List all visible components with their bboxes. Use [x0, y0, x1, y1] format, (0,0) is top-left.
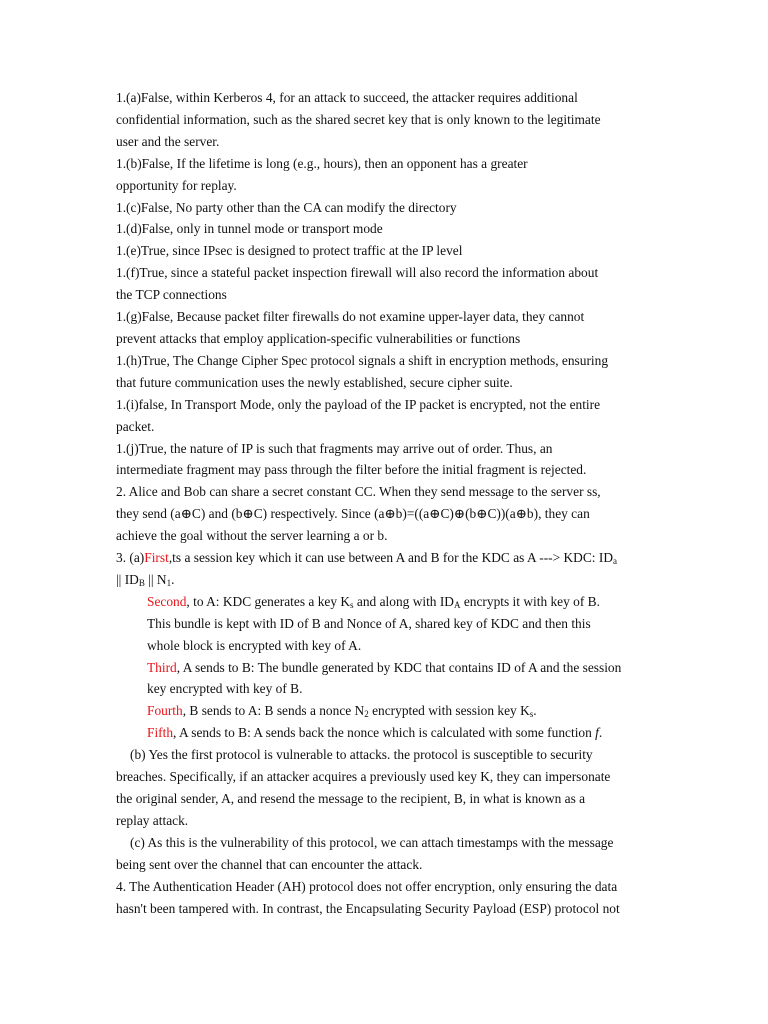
answer-2-line-2: they send (a⊕C) and (b⊕C) respectively. Since (a⊕b)=((a⊕C)⊕(b⊕C))(a⊕b), they can — [116, 506, 590, 522]
subscript-1: 1 — [166, 577, 172, 588]
answer-2-line-3: achieve the goal without the server learning a or b. — [116, 528, 388, 544]
answer-3c-line-2: being sent over the channel that can encounter the attack. — [116, 856, 423, 872]
answer-1h-line-2: that future communication uses the newly established, secure cipher suite. — [116, 374, 513, 390]
step-fourth-text-b: encrypted with session key K — [368, 703, 530, 719]
step-fifth-end: . — [598, 725, 603, 741]
step-second-text-c: encrypts it with key of B. — [460, 593, 600, 609]
answer-1d: 1.(d)False, only in tunnel mode or transport mode — [116, 221, 383, 237]
answer-4-line-1: 4. The Authentication Header (AH) protocol does not offer encryption, only ensuring the data — [116, 878, 618, 894]
answer-3b-line-2: breaches. Specifically, if an attacker acquires a previously used key K, they can impersonate — [116, 769, 611, 785]
answer-3a-prefix: 3. (a) — [116, 550, 145, 566]
step-first-text-2c: . — [171, 571, 175, 587]
answer-1a-line-3: user and the server. — [116, 133, 220, 149]
subscript-2: 2 — [364, 709, 369, 720]
answer-4-line-2: hasn't been tampered with. In contrast, the Encapsulating Security Payload (ESP) protocol not — [116, 900, 620, 916]
step-first-text: ,ts a session key which it can use between A and B for the KDC as A ---> KDC: ID — [168, 550, 613, 566]
step-fourth-label: Fourth — [147, 703, 183, 719]
step-second-text-a: , to A: KDC generates a key K — [186, 593, 351, 609]
step-first-text-2a: || ID — [116, 571, 139, 587]
answer-1b-line-2: opportunity for replay. — [116, 177, 237, 193]
answer-1f-line-2: the TCP connections — [116, 287, 227, 303]
answer-1e: 1.(e)True, since IPsec is designed to protect traffic at the IP level — [116, 243, 463, 259]
answer-3b-line-1: (b) Yes the first protocol is vulnerable to attacks. the protocol is susceptible to security — [130, 747, 593, 763]
answer-3a-first-line-1 — [116, 547, 656, 569]
subscript-s-2: s — [529, 709, 534, 720]
answer-1a-line-1: 1.(a)False, within Kerberos 4, for an attack to succeed, the attacker requires additional — [116, 90, 578, 105]
step-third-label: Third — [147, 659, 177, 675]
answer-3a-third-line-2: key encrypted with key of B. — [147, 681, 303, 697]
answer-3c-line-1: (c) As this is the vulnerability of this protocol, we can attach timestamps with the message — [130, 834, 614, 850]
answer-3b-line-3: the original sender, A, and resend the message to the recipient, B, in what is known as a — [116, 791, 586, 806]
answer-3a-fourth — [116, 700, 656, 722]
subscript-b: B — [138, 577, 145, 588]
answer-3a-fifth — [116, 722, 656, 744]
answer-1b-line-1: 1.(b)False, If the lifetime is long (e.g., hours), then an opponent has a greater — [116, 155, 528, 171]
subscript-s: s — [350, 599, 354, 610]
answer-1g-line-2: prevent attacks that employ application-specific vulnerabilities or functions — [116, 330, 521, 346]
step-first-text-2b: || N — [144, 571, 167, 587]
step-second-label: Second — [147, 593, 187, 609]
function-f: f — [595, 725, 599, 741]
answer-1g-line-1: 1.(g)False, Because packet filter firewalls do not examine upper-layer data, they cannot — [116, 309, 585, 325]
answer-1a-line-2: confidential information, such as the shared secret key that is only known to the legitimate — [116, 111, 601, 127]
answer-1i-line-2: packet. — [116, 418, 155, 434]
subscript-a: a — [613, 556, 617, 567]
step-fourth-text-a: , B sends to A: B sends a nonce N — [182, 703, 365, 719]
answer-1f-line-1: 1.(f)True, since a stateful packet inspection firewall will also record the information about — [116, 265, 599, 281]
answer-text — [116, 87, 656, 919]
subscript-A: A — [453, 599, 461, 610]
answer-1i-line-1: 1.(i)false, In Transport Mode, only the payload of the IP packet is encrypted, not the entire — [116, 396, 601, 412]
answer-3a-second-line-2: This bundle is kept with ID of B and Nonce of A, shared key of KDC and then this — [147, 615, 591, 631]
answer-1h-line-1: 1.(h)True, The Change Cipher Spec protocol signals a shift in encryption methods, ensuring — [116, 352, 609, 368]
step-fourth-text-c: . — [533, 703, 537, 719]
step-fifth-text: , A sends to B: A sends back the nonce which is calculated with some function — [173, 725, 596, 741]
answer-1j-line-2: intermediate fragment may pass through the filter before the initial fragment is rejected. — [116, 462, 587, 478]
answer-3a-second-line-1 — [116, 591, 656, 613]
step-fifth-label: Fifth — [147, 725, 174, 741]
answer-3a-second-line-3: whole block is encrypted with key of A. — [147, 637, 362, 653]
step-second-text-b: and along with ID — [353, 593, 454, 609]
step-third-text: , A sends to B: The bundle generated by KDC that contains ID of A and the session — [176, 659, 622, 675]
answer-3a-third-line-1 — [116, 657, 656, 679]
answer-3a-first-line-2 — [116, 569, 656, 591]
step-first-label: First — [144, 550, 169, 566]
answer-1c: 1.(c)False, No party other than the CA can modify the directory — [116, 199, 457, 215]
answer-1j-line-1: 1.(j)True, the nature of IP is such that fragments may arrive out of order. Thus, an — [116, 440, 553, 456]
answer-2-line-1: 2. Alice and Bob can share a secret constant CC. When they send message to the server ss, — [116, 484, 601, 500]
answer-3b-line-4: replay attack. — [116, 812, 189, 828]
